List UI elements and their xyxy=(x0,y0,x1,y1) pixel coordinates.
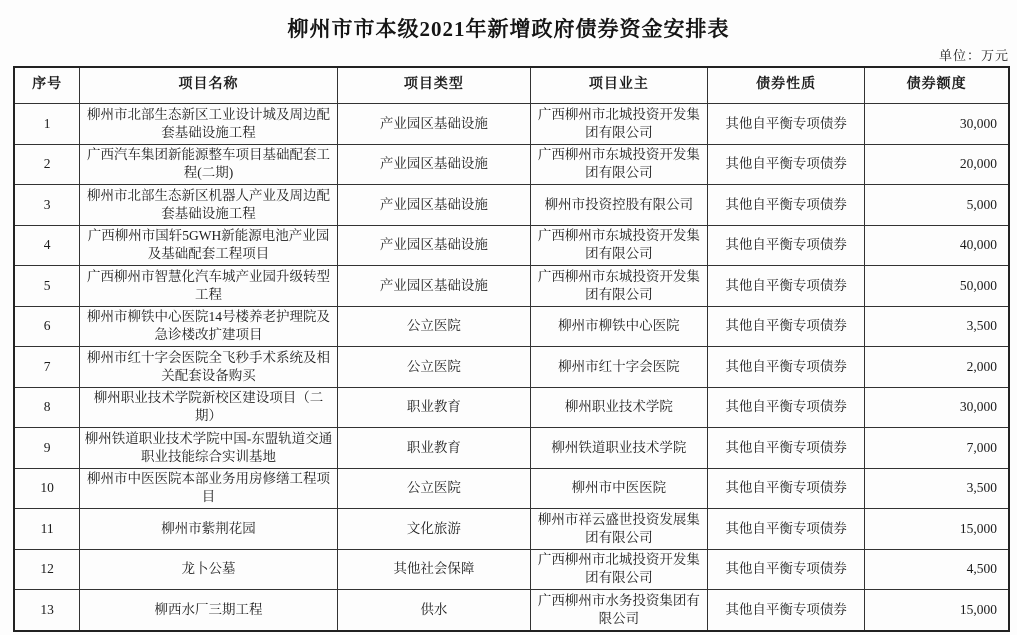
cell-bond-nature: 其他自平衡专项债券 xyxy=(707,104,864,145)
cell-project-owner: 广西柳州市水务投资集团有限公司 xyxy=(530,590,707,631)
cell-bond-nature: 其他自平衡专项债券 xyxy=(707,306,864,347)
cell-bond-nature: 其他自平衡专项债券 xyxy=(707,266,864,307)
cell-project-name: 柳州市中医医院本部业务用房修缮工程项目 xyxy=(80,468,338,509)
cell-project-owner: 广西柳州市东城投资开发集团有限公司 xyxy=(530,144,707,185)
cell-project-type: 职业教育 xyxy=(337,428,530,469)
cell-project-owner: 柳州市柳铁中心医院 xyxy=(530,306,707,347)
table-row xyxy=(14,225,1009,266)
column-header-type: 项目类型 xyxy=(337,67,530,104)
cell-bond-amount: 50,000 xyxy=(865,266,1009,307)
table-row xyxy=(14,185,1009,226)
cell-bond-nature: 其他自平衡专项债券 xyxy=(707,347,864,388)
unit-label: 单位：万元 xyxy=(938,48,1009,63)
bond-allocation-table xyxy=(13,66,1010,632)
cell-bond-nature: 其他自平衡专项债券 xyxy=(707,387,864,428)
cell-bond-amount: 40,000 xyxy=(865,225,1009,266)
cell-row-number: 10 xyxy=(14,468,80,509)
table-row xyxy=(14,387,1009,428)
cell-project-name: 柳州铁道职业技术学院中国-东盟轨道交通职业技能综合实训基地 xyxy=(80,428,338,469)
table-row xyxy=(14,549,1009,590)
cell-bond-nature: 其他自平衡专项债券 xyxy=(707,468,864,509)
table-row xyxy=(14,347,1009,388)
cell-project-name: 柳州市北部生态新区机器人产业及周边配套基础设施工程 xyxy=(80,185,338,226)
cell-row-number: 6 xyxy=(14,306,80,347)
cell-project-type: 公立医院 xyxy=(337,347,530,388)
column-header-amount: 债券额度 xyxy=(865,67,1009,104)
table-row xyxy=(14,104,1009,145)
cell-project-owner: 广西柳州市北城投资开发集团有限公司 xyxy=(530,549,707,590)
cell-project-owner: 柳州铁道职业技术学院 xyxy=(530,428,707,469)
cell-project-name: 广西汽车集团新能源整车项目基础配套工程(二期) xyxy=(80,144,338,185)
table-row xyxy=(14,266,1009,307)
cell-row-number: 2 xyxy=(14,144,80,185)
cell-bond-nature: 其他自平衡专项债券 xyxy=(707,509,864,550)
cell-bond-amount: 30,000 xyxy=(865,104,1009,145)
cell-row-number: 4 xyxy=(14,225,80,266)
cell-project-type: 产业园区基础设施 xyxy=(337,104,530,145)
cell-bond-amount: 3,500 xyxy=(865,468,1009,509)
cell-project-owner: 柳州职业技术学院 xyxy=(530,387,707,428)
cell-project-type: 产业园区基础设施 xyxy=(337,144,530,185)
cell-row-number: 7 xyxy=(14,347,80,388)
table-row xyxy=(14,144,1009,185)
table-body xyxy=(14,104,1009,631)
cell-row-number: 1 xyxy=(14,104,80,145)
cell-row-number: 11 xyxy=(14,509,80,550)
cell-project-type: 供水 xyxy=(337,590,530,631)
cell-bond-amount: 30,000 xyxy=(865,387,1009,428)
table-row xyxy=(14,428,1009,469)
cell-project-name: 柳州市北部生态新区工业设计城及周边配套基础设施工程 xyxy=(80,104,338,145)
cell-bond-amount: 20,000 xyxy=(865,144,1009,185)
cell-project-name: 柳州职业技术学院新校区建设项目（二期） xyxy=(80,387,338,428)
cell-row-number: 5 xyxy=(14,266,80,307)
cell-row-number: 3 xyxy=(14,185,80,226)
cell-project-owner: 广西柳州市东城投资开发集团有限公司 xyxy=(530,266,707,307)
cell-project-name: 柳州市红十字会医院全飞秒手术系统及相关配套设备购买 xyxy=(80,347,338,388)
cell-row-number: 13 xyxy=(14,590,80,631)
cell-bond-amount: 15,000 xyxy=(865,590,1009,631)
column-header-no: 序号 xyxy=(14,67,80,104)
cell-project-owner: 柳州市红十字会医院 xyxy=(530,347,707,388)
cell-bond-nature: 其他自平衡专项债券 xyxy=(707,185,864,226)
cell-project-type: 公立医院 xyxy=(337,306,530,347)
cell-bond-nature: 其他自平衡专项债券 xyxy=(707,225,864,266)
cell-row-number: 12 xyxy=(14,549,80,590)
cell-bond-nature: 其他自平衡专项债券 xyxy=(707,428,864,469)
table-row xyxy=(14,509,1009,550)
cell-bond-amount: 7,000 xyxy=(865,428,1009,469)
cell-project-owner: 柳州市祥云盛世投资发展集团有限公司 xyxy=(530,509,707,550)
cell-project-type: 产业园区基础设施 xyxy=(337,266,530,307)
header-row xyxy=(14,67,1009,104)
cell-project-type: 产业园区基础设施 xyxy=(337,225,530,266)
column-header-nature: 债券性质 xyxy=(707,67,864,104)
cell-bond-nature: 其他自平衡专项债券 xyxy=(707,590,864,631)
cell-bond-nature: 其他自平衡专项债券 xyxy=(707,144,864,185)
cell-bond-amount: 5,000 xyxy=(865,185,1009,226)
cell-bond-amount: 15,000 xyxy=(865,509,1009,550)
cell-bond-amount: 4,500 xyxy=(865,549,1009,590)
cell-project-name: 龙卜公墓 xyxy=(80,549,338,590)
column-header-name: 项目名称 xyxy=(80,67,338,104)
cell-row-number: 8 xyxy=(14,387,80,428)
cell-project-name: 柳西水厂三期工程 xyxy=(80,590,338,631)
table-row xyxy=(14,590,1009,631)
table-row xyxy=(14,306,1009,347)
cell-project-type: 文化旅游 xyxy=(337,509,530,550)
cell-project-owner: 广西柳州市北城投资开发集团有限公司 xyxy=(530,104,707,145)
cell-bond-amount: 3,500 xyxy=(865,306,1009,347)
cell-project-type: 职业教育 xyxy=(337,387,530,428)
cell-project-name: 柳州市紫荆花园 xyxy=(80,509,338,550)
cell-bond-nature: 其他自平衡专项债券 xyxy=(707,549,864,590)
document-title: 柳州市市本级2021年新增政府债券资金安排表 xyxy=(287,17,730,41)
cell-project-owner: 广西柳州市东城投资开发集团有限公司 xyxy=(530,225,707,266)
cell-project-type: 产业园区基础设施 xyxy=(337,185,530,226)
cell-project-type: 公立医院 xyxy=(337,468,530,509)
cell-bond-amount: 2,000 xyxy=(865,347,1009,388)
cell-project-name: 柳州市柳铁中心医院14号楼养老护理院及急诊楼改扩建项目 xyxy=(80,306,338,347)
cell-project-type: 其他社会保障 xyxy=(337,549,530,590)
cell-project-owner: 柳州市中医医院 xyxy=(530,468,707,509)
column-header-owner: 项目业主 xyxy=(530,67,707,104)
cell-project-name: 广西柳州市智慧化汽车城产业园升级转型工程 xyxy=(80,266,338,307)
cell-row-number: 9 xyxy=(14,428,80,469)
cell-project-owner: 柳州市投资控股有限公司 xyxy=(530,185,707,226)
cell-project-name: 广西柳州市国轩5GWH新能源电池产业园及基础配套工程项目 xyxy=(80,225,338,266)
table-row xyxy=(14,468,1009,509)
